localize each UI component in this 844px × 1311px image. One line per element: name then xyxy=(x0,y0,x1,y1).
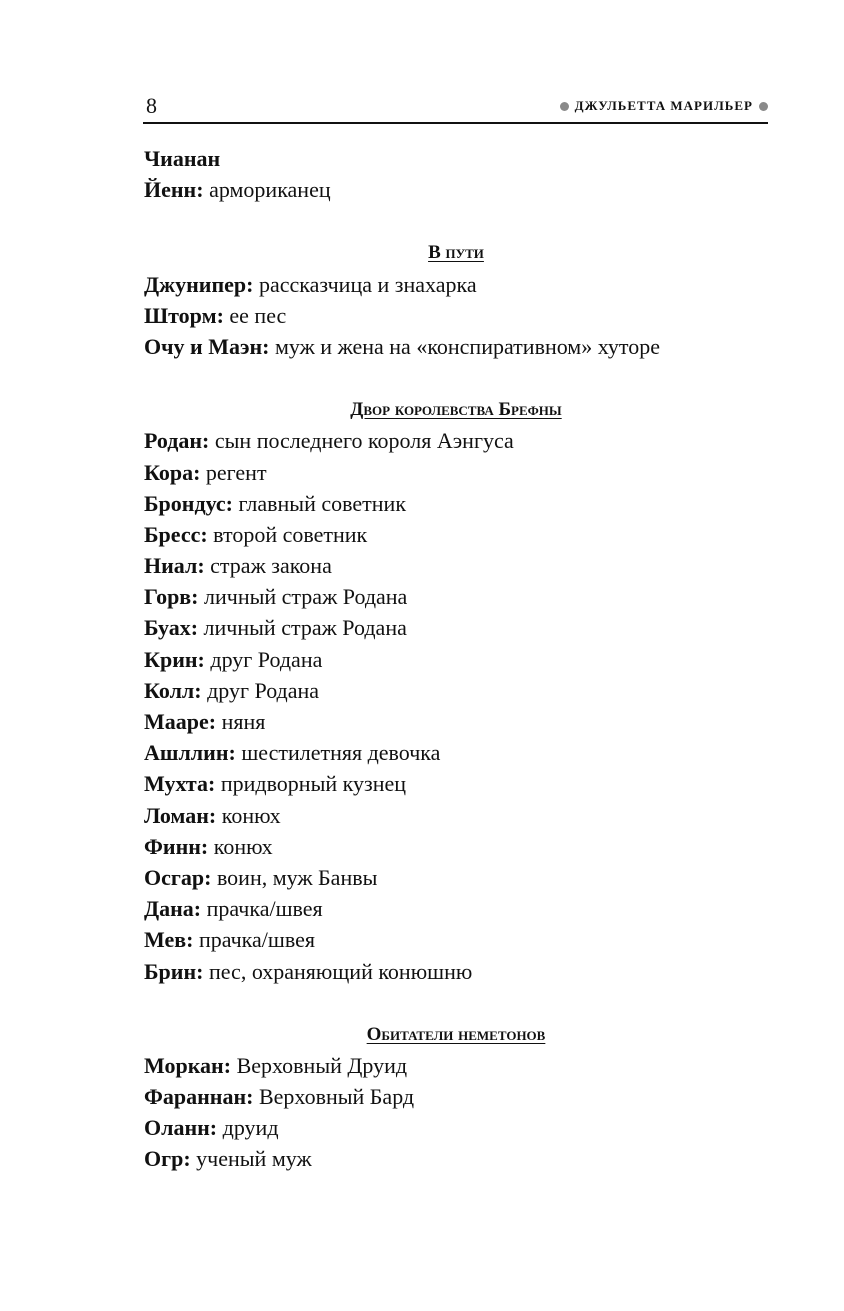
character-description: друг Родана xyxy=(204,646,323,672)
list-item xyxy=(144,956,768,987)
character-description: второй советник xyxy=(207,521,368,547)
character-name: Йенн: xyxy=(144,177,204,203)
character-name: Оланн: xyxy=(144,1115,218,1141)
list-item xyxy=(144,331,768,362)
list-item xyxy=(144,706,768,737)
running-head xyxy=(560,98,768,114)
list-item xyxy=(144,174,768,205)
list-item xyxy=(144,488,768,519)
list-item xyxy=(144,1050,768,1081)
character-name: Огр: xyxy=(144,1146,191,1172)
list-item xyxy=(144,800,768,831)
character-name: Ашллин: xyxy=(144,740,236,766)
list-item xyxy=(144,1143,768,1174)
character-description: муж и жена на «конспиративном» хуторе xyxy=(269,333,660,359)
character-name: Моркан: xyxy=(144,1052,232,1078)
character-description: Верховный Бард xyxy=(253,1084,415,1110)
character-description: няня xyxy=(216,709,266,734)
character-name: Мев: xyxy=(144,927,194,953)
character-description: страж закона xyxy=(204,553,332,579)
list-item xyxy=(144,269,768,300)
character-name: Горв: xyxy=(144,584,199,610)
character-description: Верховный Друид xyxy=(231,1052,408,1078)
character-name: Буах: xyxy=(144,615,199,641)
list-item xyxy=(144,425,768,456)
character-description: воин, муж Банвы xyxy=(211,864,378,890)
character-name: Фараннан: xyxy=(144,1084,254,1110)
character-name: Мухта: xyxy=(144,771,216,797)
character-name: Очу и Маэн: xyxy=(144,333,270,359)
character-list xyxy=(144,143,768,1175)
character-description: друид xyxy=(217,1115,279,1141)
character-name: Брондус: xyxy=(144,490,233,516)
character-description: рассказчица и знахарка xyxy=(253,271,477,297)
character-name: Бресс: xyxy=(144,521,208,547)
character-name: Осгар: xyxy=(144,864,212,890)
character-name: Шторм: xyxy=(144,302,224,328)
section-title: Обитатели неметонов xyxy=(366,1023,546,1045)
character-description: конюх xyxy=(216,802,281,828)
character-name: Крин: xyxy=(144,646,205,672)
list-item xyxy=(144,924,768,955)
list-item xyxy=(144,675,768,706)
character-description: друг Родана xyxy=(201,677,320,703)
character-description: сын последнего короля Аэнгуса xyxy=(209,428,514,454)
character-description: шестилетняя девочка xyxy=(235,740,441,766)
character-name: Ломан: xyxy=(144,802,217,828)
list-item xyxy=(144,1081,768,1112)
character-description: ее пес xyxy=(223,302,287,328)
list-item xyxy=(144,581,768,612)
character-name: Колл: xyxy=(144,677,202,703)
character-description: конюх xyxy=(208,833,273,859)
character-description: придворный кузнец xyxy=(215,771,407,797)
list-item xyxy=(144,143,768,174)
list-item xyxy=(144,737,768,768)
page-number: 8 xyxy=(146,93,157,118)
section-spacer xyxy=(144,205,768,237)
character-name: Мааре: xyxy=(144,709,217,734)
list-item xyxy=(144,893,768,924)
character-name: Джунипер: xyxy=(144,271,254,297)
character-description: регент xyxy=(200,459,267,485)
character-description: ученый муж xyxy=(190,1146,312,1172)
character-description: пес, охраняющий конюшню xyxy=(203,958,473,984)
character-name: Кора: xyxy=(144,459,201,485)
character-name: Родан: xyxy=(144,428,210,454)
character-name: Дана: xyxy=(144,896,202,922)
list-item xyxy=(144,550,768,581)
character-description: личный страж Родана xyxy=(198,615,407,641)
character-description: армориканец xyxy=(203,177,331,203)
character-description: личный страж Родана xyxy=(198,584,408,610)
list-item xyxy=(144,831,768,862)
character-description: прачка/швея xyxy=(201,896,323,922)
list-item xyxy=(144,862,768,893)
character-name: Финн: xyxy=(144,833,209,859)
list-item xyxy=(144,1112,768,1143)
section-title: В пути xyxy=(428,242,484,264)
bullet-dot-icon xyxy=(560,102,569,111)
list-item xyxy=(144,768,768,799)
bullet-dot-icon xyxy=(759,102,768,111)
list-item xyxy=(144,519,768,550)
character-name: Брин: xyxy=(144,958,204,984)
character-name: Чианан xyxy=(144,146,221,171)
list-item xyxy=(144,644,768,675)
character-name: Ниал: xyxy=(144,553,205,579)
list-item xyxy=(144,457,768,488)
character-description: прачка/швея xyxy=(193,927,315,953)
section-spacer xyxy=(144,362,768,394)
character-description: главный советник xyxy=(233,490,407,516)
section-spacer xyxy=(144,987,768,1019)
list-item xyxy=(144,300,768,331)
section-title: Двор королевства Брефны xyxy=(350,399,562,421)
author-name: ДЖУЛЬЕТТА МАРИЛЬЕР xyxy=(574,98,753,113)
running-header xyxy=(143,92,768,124)
list-item xyxy=(144,612,768,643)
